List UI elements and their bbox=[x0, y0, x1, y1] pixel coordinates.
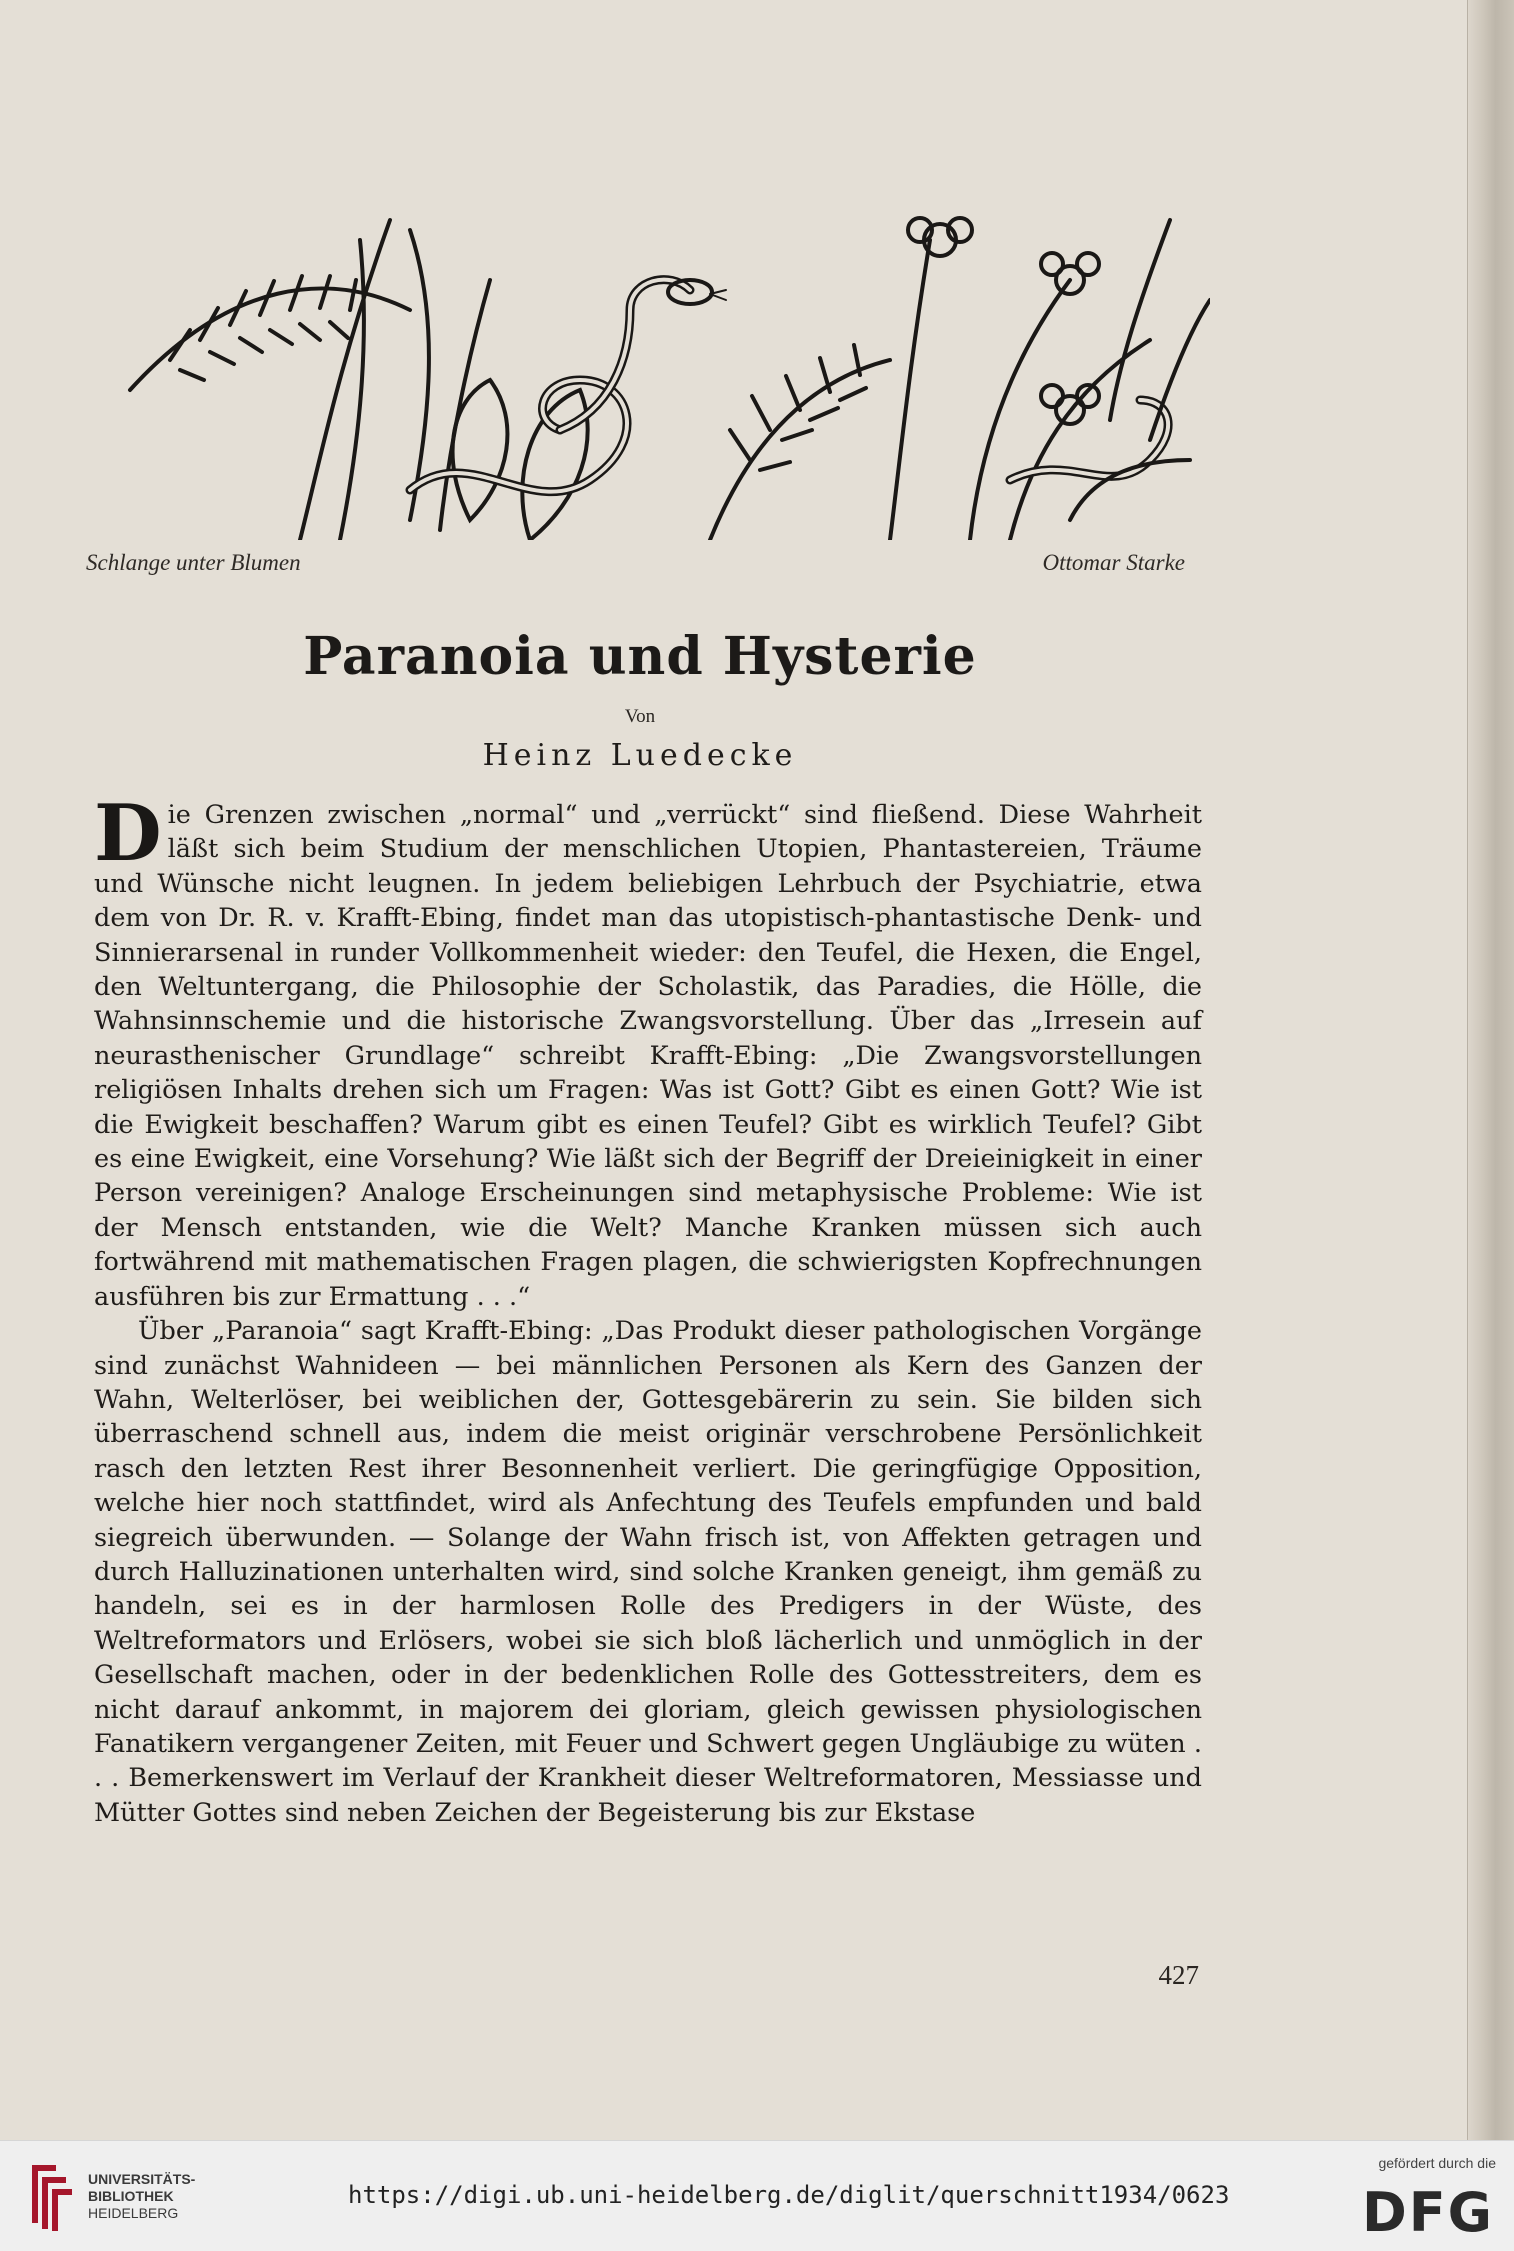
illustration-caption-title: Schlange unter Blumen bbox=[86, 550, 301, 575]
byline-von: Von bbox=[624, 706, 656, 727]
paragraph-1 bbox=[94, 788, 1202, 1314]
footer-bar bbox=[0, 2140, 1514, 2251]
university-library-logo-icon[interactable] bbox=[28, 2161, 76, 2233]
paragraph-2: Über „Paranoia“ sagt Krafft-Ebing: „Das Produkt dieser pathologischen Vorgänge sind zunächst Wahnideen — bei männlichen Personen als Kern des Ganzen der Wahn, Welterlöser, bei weiblichen der, Gottesgebärerin zu sein. Sie bilden sich überraschend schnell aus, indem die meist originär verschrobene Persönlichkeit rasch den letzten Rest ihrer Besonnenheit verliert. Die geringfügige Opposition, welche hier noch stattfindet, wird als Anfechtung des Teufels empfunden und bald siegreich überwunden. — Solange der Wahn frisch ist, von Affekten getragen und durch Halluzinationen unterhalten wird, sind solche Kranken geneigt, ihm gemäß zu handeln, sei es in der harmlosen Rolle des Predigers in der Wüste, des Weltreformators und Erlösers, wobei sie sich bloß lächerlich und unmöglich in der Gesellschaft machen, oder in der bedenklichen Rolle des Gottesstreiters, dem es nicht darauf ankommt, in majorem dei gloriam, gleich gewissen physiologischen Fanatikern vergangener Zeiten, mit Feuer und Schwert gegen Ungläubige zu wüten . . . Bemerkenswert im Verlauf der Krankheit dieser Weltreformatoren, Messiasse und Mütter Gottes sind neben Zeichen der Begeisterung bis zur Ekstase bbox=[94, 1316, 1202, 1828]
article-author: Heinz Luedecke bbox=[482, 738, 798, 773]
page-number: 427 bbox=[1158, 1960, 1199, 1990]
dfg-logo[interactable]: DFG bbox=[1361, 2181, 1494, 2244]
university-library-name[interactable] bbox=[88, 2171, 195, 2222]
drop-cap: D bbox=[94, 788, 162, 879]
snake-among-flowers-illustration bbox=[110, 160, 1210, 540]
permalink-url[interactable]: https://digi.ub.uni-heidelberg.de/diglit/querschnitt1934/0623 bbox=[348, 2181, 1230, 2209]
article-title: Paranoia und Hysterie bbox=[303, 626, 977, 687]
uni-name-line-1: UNIVERSITÄTS- bbox=[88, 2171, 196, 2187]
book-edge bbox=[1467, 0, 1514, 2140]
illustration-caption-artist: Ottomar Starke bbox=[1042, 550, 1185, 575]
funding-note: gefördert durch die bbox=[1378, 2155, 1496, 2171]
uni-name-line-2: BIBLIOTHEK bbox=[88, 2188, 174, 2204]
paragraph-1-text: ie Grenzen zwischen „normal“ und „verrückt“ sind fließend. Diese Wahrheit läßt sich beim Studium der menschlichen Utopien, Phantastereien, Träume und Wünsche nicht leugnen. In jedem beliebigen Lehrbuch der Psychiatrie, etwa dem von Dr. R. v. Krafft-Ebing, findet man das utopistisch-phantastische Denk- und Sinnierarsenal in runder Vollkommenheit wieder: den Teufel, die Hexen, die Engel, den Weltuntergang, die Philosophie der Scholastik, das Paradies, die Hölle, die Wahnsinnschemie und die historische Zwangsvorstellung. Über das „Irresein auf neurasthenischer Grundlage“ schreibt Krafft-Ebing: „Die Zwangsvorstellungen religiösen Inhalts drehen sich um Fragen: Was ist Gott? Gibt es einen Gott? Wie ist die Ewigkeit beschaffen? Warum gibt es einen Teufel? Gibt es wirklich Teufel? Gibt es eine Ewigkeit, eine Vorsehung? Wie läßt sich der Begriff der Dreieinigkeit in einer Person vereinigen? Analoge Erscheinungen sind metaphysische Probleme: Wie ist der Mensch entstanden, wie die Welt? Manche Kranken müssen sich auch fortwährend mit mathematischen Fragen plagen, die schwierigsten Kopfrechnungen ausführen bis zur Ermattung . . .“ bbox=[94, 800, 1202, 1312]
article-body bbox=[94, 788, 1202, 1830]
uni-name-line-3: HEIDELBERG bbox=[88, 2205, 179, 2221]
